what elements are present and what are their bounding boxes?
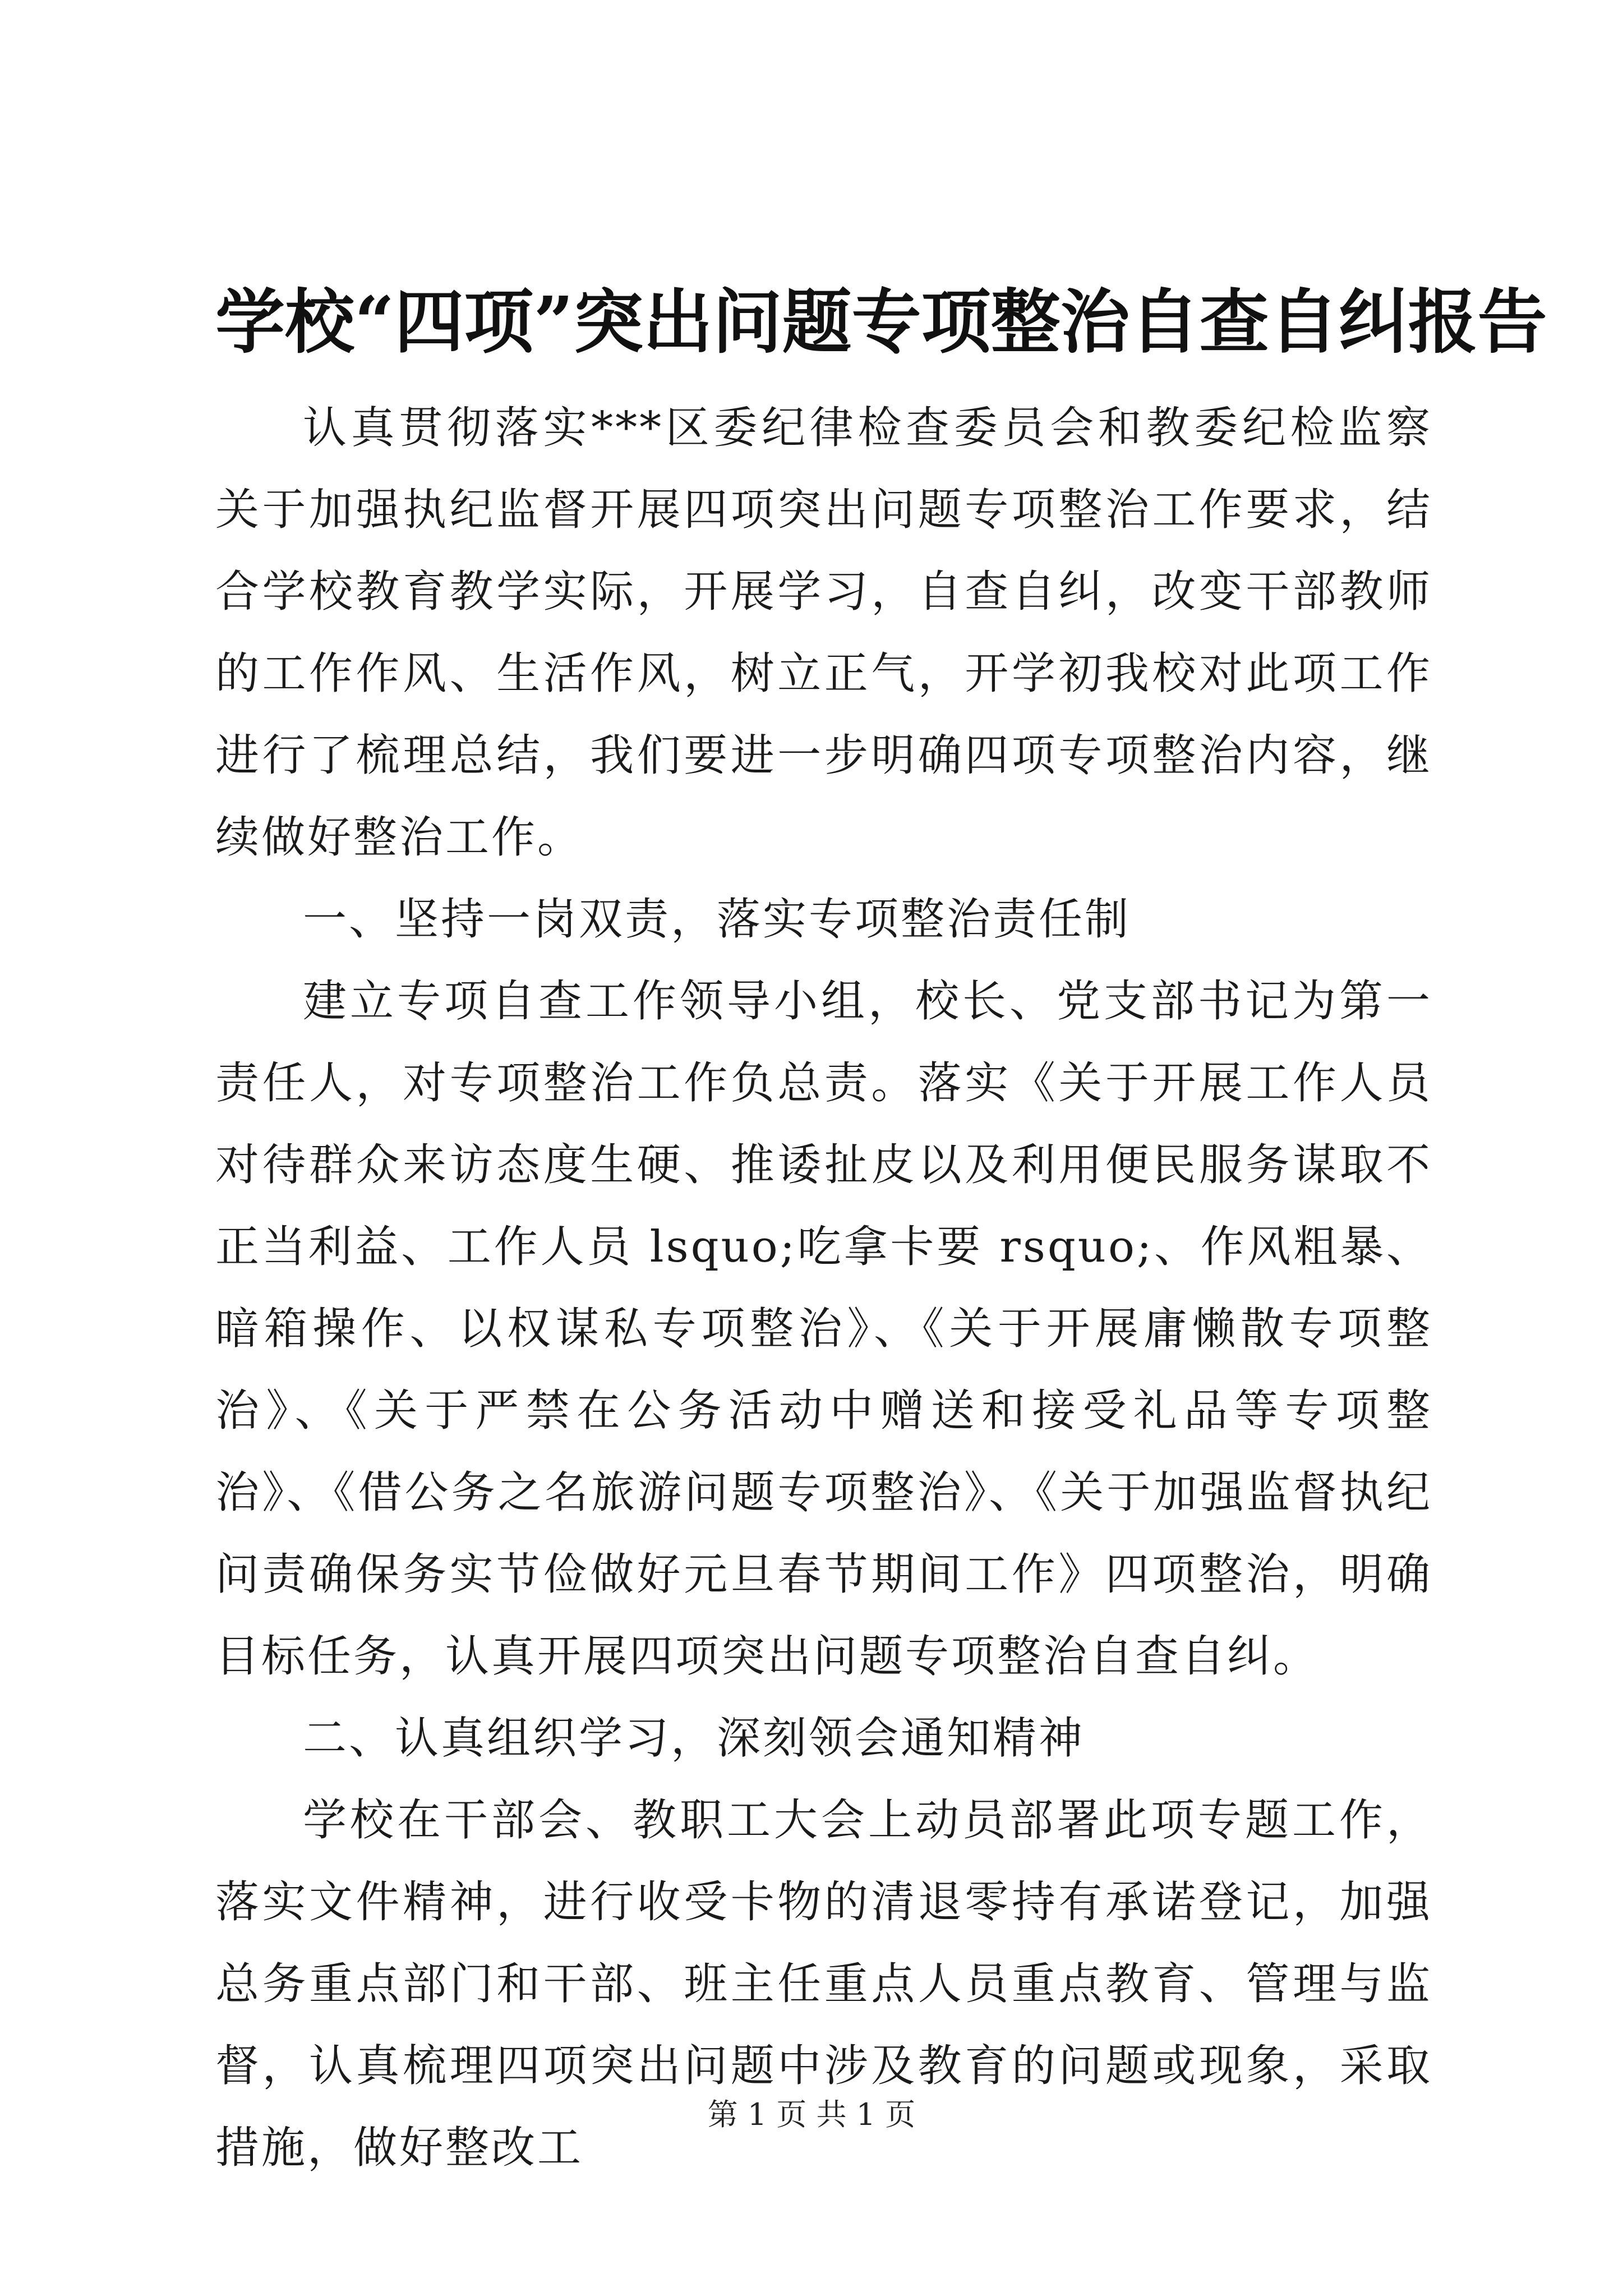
paragraph-section-2: 学校在干部会、教职工大会上动员部署此项专题工作，落实文件精神，进行收受卡物的清退零持有承诺登记，加强总务重点部门和干部、班主任重点人员重点教育、管理与监督，认真梳理四项突出问题中涉及教育的问题或现象，采取措施，做好整改工 — [215, 1795, 1432, 2173]
paragraph-intro: 认真贯彻落实***区委纪律检查委员会和教委纪检监察关于加强执纪监督开展四项突出问题专项整治工作要求，结合学校教育教学实际，开展学习，自查自纠，改变干部教师的工作作风、生活作风，树立正气，开学初我校对此项工作进行了梳理总结，我们要进一步明确四项专项整治内容，继续做好整治工作。 — [215, 403, 1432, 863]
section-heading-2: 二、认真组织学习，深刻领会通知精神 — [303, 1713, 1085, 1764]
page-footer: 第 1 页 共 1 页 — [707, 2097, 916, 2132]
document-body — [215, 387, 1432, 2189]
document-title: 学校“四项”突出问题专项整治自查自纠报告 — [215, 282, 1547, 363]
section-heading-1: 一、坚持一岗双责，落实专项整治责任制 — [303, 894, 1131, 945]
paragraph-section-1: 建立专项自查工作领导小组，校长、党支部书记为第一责任人，对专项整治工作负总责。落实《关于开展工作人员对待群众来访态度生硬、推诿扯皮以及利用便民服务谋取不正当利益、工作人员 lsquo;吃拿卡要 rsquo;、作风粗暴、暗箱操作、以权谋私专项整治》、《关于开展庸懒散专项整治》、《关于严禁在公务活动中赠送和接受礼品等专项整治》、《借公务之名旅游问题专项整治》、《关于加强监督执纪问责确保务实节俭做好元旦春节期间工作》四项整治，明确目标任务，认真开展四项突出问题专项整治自查自纠。 — [215, 976, 1432, 1682]
